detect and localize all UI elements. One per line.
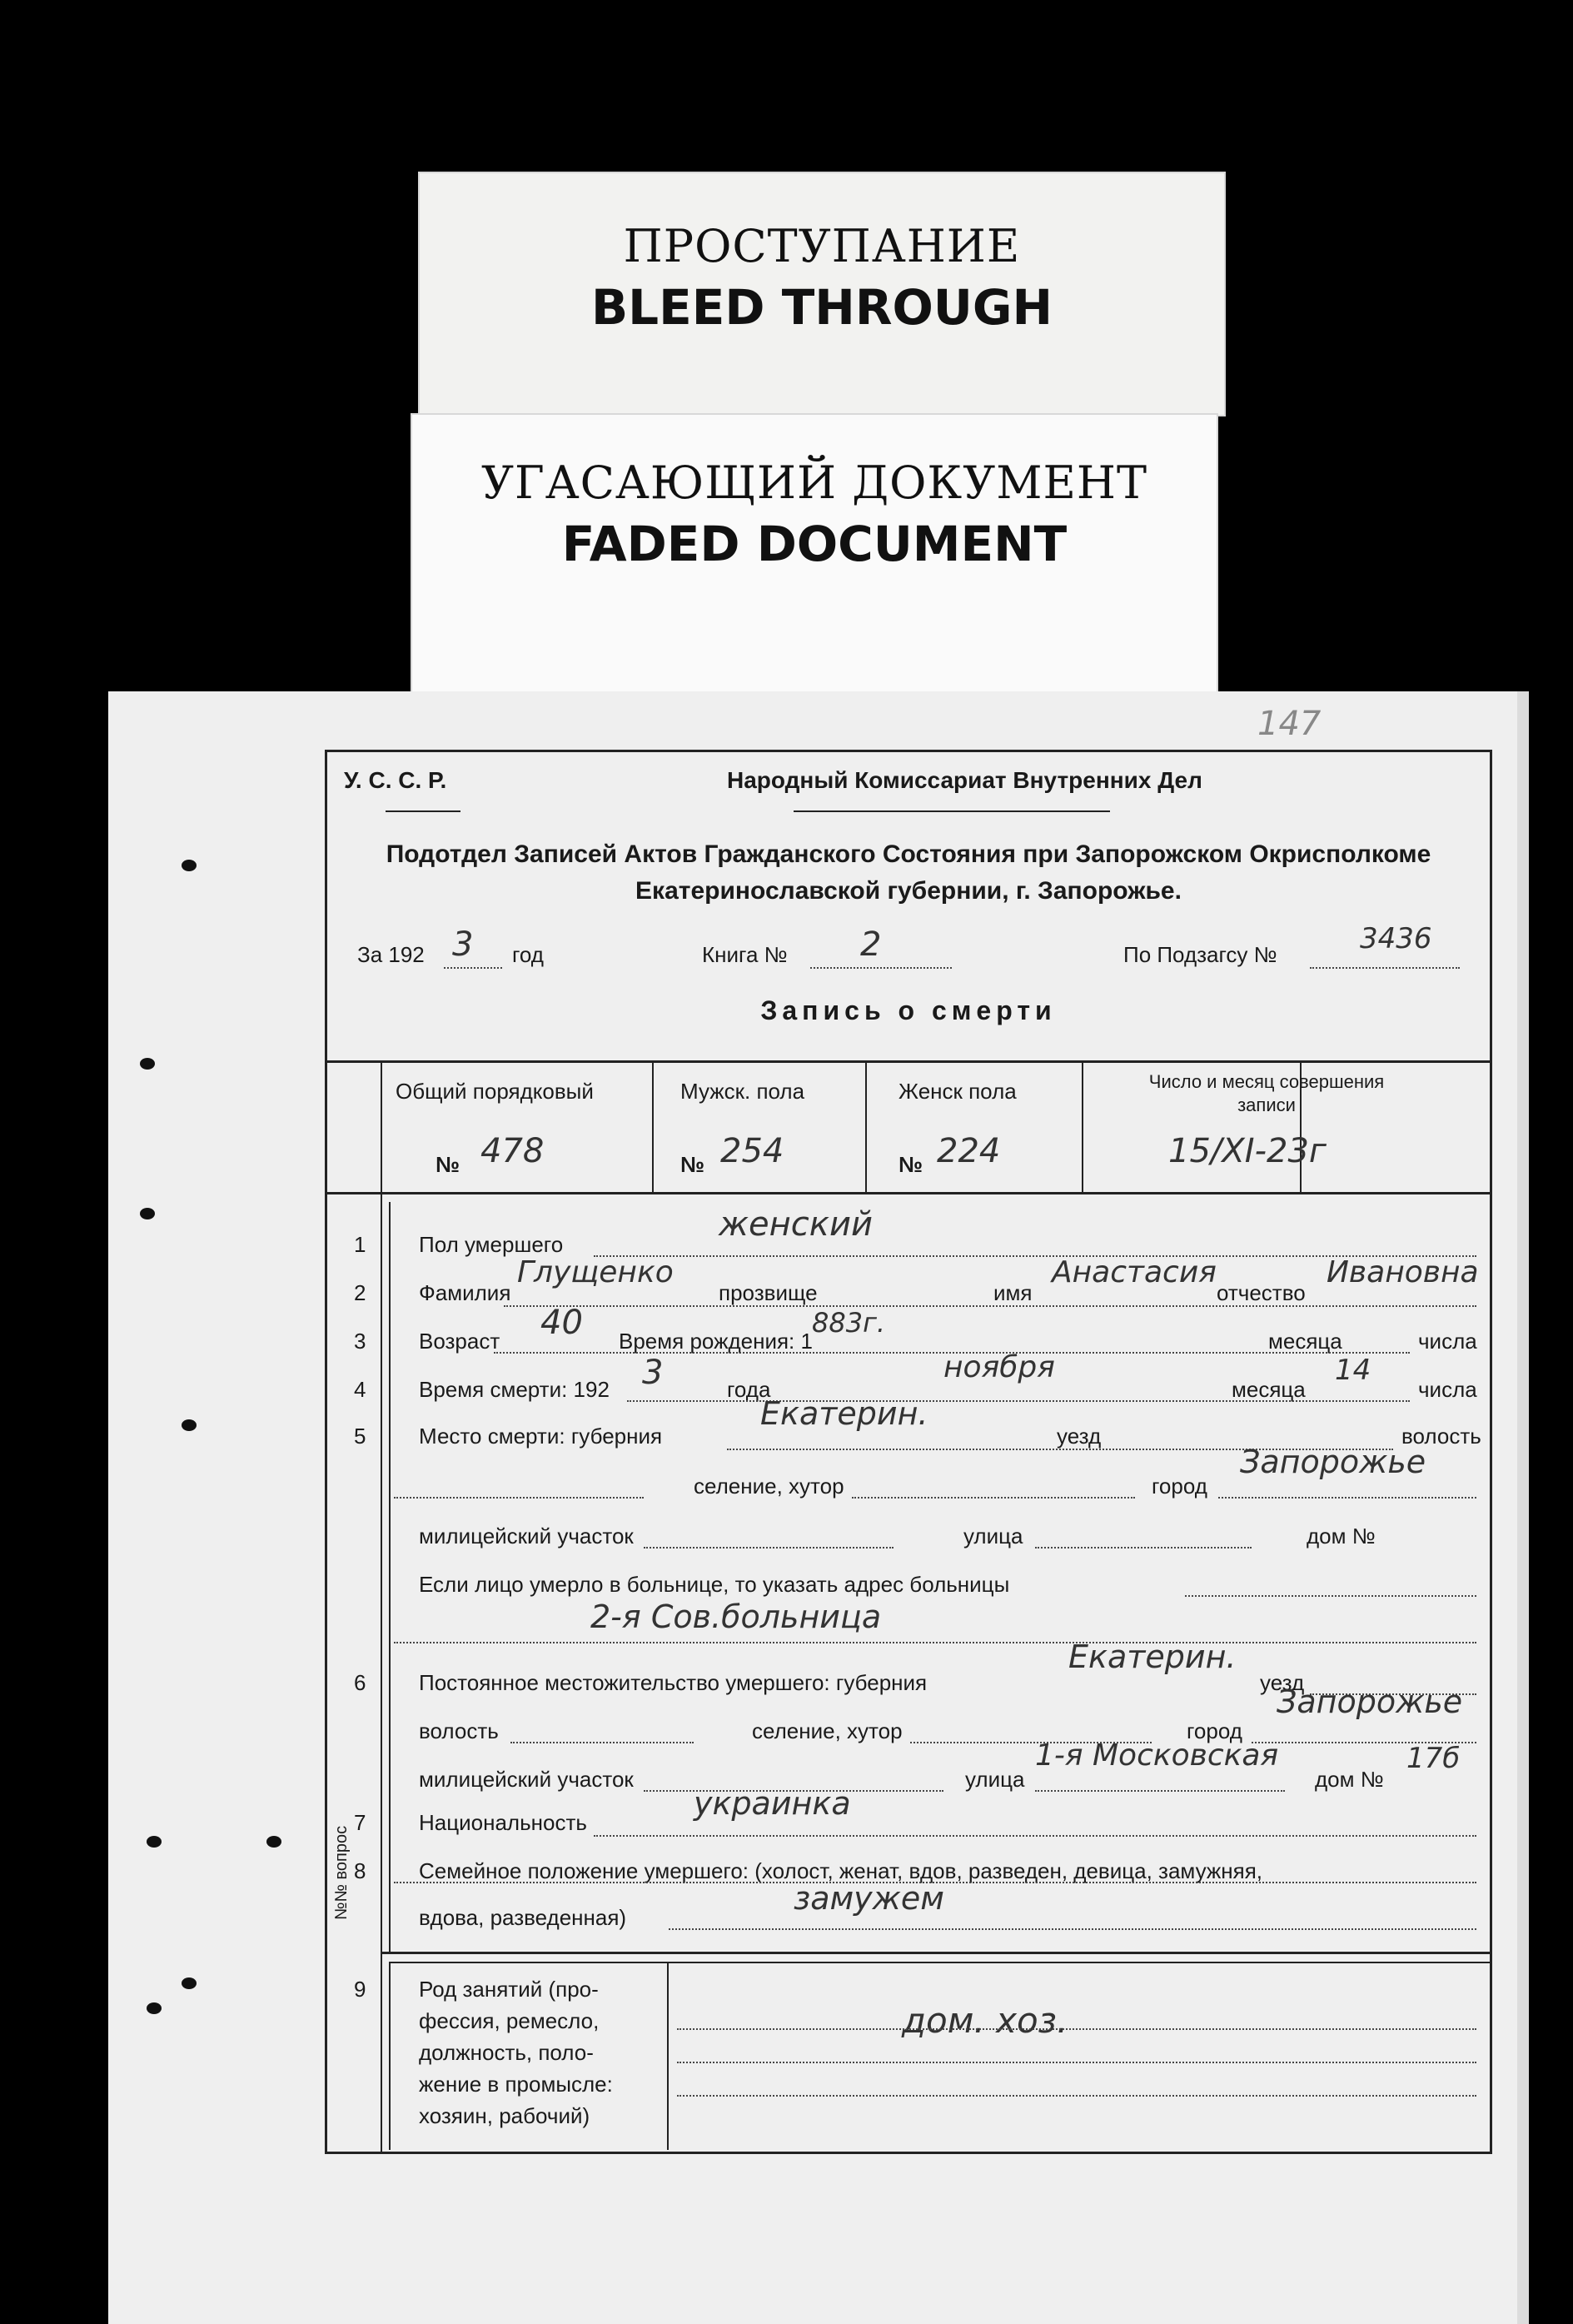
- question-number-header: №№ вопрос: [332, 1825, 351, 1920]
- q8-label2: вдова, разведенная): [419, 1905, 627, 1930]
- punch-hole: [147, 2002, 162, 2014]
- q5-street-label: улица: [963, 1524, 1023, 1549]
- q6-label: Постоянное местожительство умершего: губерния: [419, 1670, 928, 1695]
- q9-line4: жение в промысле:: [419, 2072, 613, 2097]
- q6-street-value: 1-я Московская: [1035, 1738, 1279, 1773]
- q6-militia-label: милицейский участок: [419, 1767, 634, 1792]
- q5-label: Место смерти: губерния: [419, 1424, 663, 1449]
- male-no: №: [680, 1152, 704, 1177]
- q5-hospital-value: 2-я Сов.больница: [590, 1598, 882, 1635]
- q4-year-label: года: [727, 1377, 771, 1402]
- row-number: 3: [354, 1329, 366, 1354]
- col-female: Женск пола: [899, 1079, 1017, 1104]
- corner-number: 147: [1257, 705, 1322, 743]
- q6-volost-label: волость: [419, 1718, 499, 1743]
- q3-day-label: числа: [1418, 1329, 1477, 1354]
- book-label: Книга №: [702, 942, 788, 967]
- q1-value: женский: [719, 1205, 873, 1244]
- q2-surname-label: Фамилия: [419, 1280, 511, 1305]
- subdepartment-line1: Подотдел Записей Актов Гражданского Состояния при Запорожском Окрисполкоме: [386, 840, 1431, 868]
- record-date-value: 15/XI-23г: [1168, 1132, 1327, 1170]
- punch-hole: [182, 860, 197, 871]
- record-title: Запись о смерти: [760, 995, 1057, 1025]
- faded-document-en: FADED DOCUMENT: [561, 516, 1068, 572]
- male-value: 254: [720, 1132, 784, 1170]
- q6-house-value: 17б: [1406, 1742, 1461, 1775]
- commissariat-title: Народный Комиссариат Внутренних Дел: [727, 767, 1202, 793]
- q9-line5: хозяин, рабочий): [419, 2103, 590, 2128]
- q7-value: украинка: [694, 1785, 851, 1822]
- q4-year-value: 3: [642, 1354, 664, 1392]
- q2-patronymic-label: отчество: [1217, 1280, 1306, 1305]
- q5-gub-value: Екатерин.: [760, 1395, 928, 1432]
- row-number: 1: [354, 1232, 366, 1257]
- faded-document-card: [411, 413, 1218, 700]
- subdepartment-line2: Екатеринославской губернии, г. Запорожье.: [635, 877, 1182, 905]
- q2-surname-value: Глущенко: [517, 1255, 674, 1289]
- row-number: 7: [354, 1810, 366, 1835]
- q4-month-value: ноября: [943, 1350, 1055, 1384]
- death-record-form: [325, 750, 1492, 2154]
- bleed-through-en: BLEED THROUGH: [590, 279, 1053, 336]
- row-number: 9: [354, 1977, 366, 2002]
- q5-village-label: селение, хутор: [694, 1474, 844, 1499]
- book-value: 2: [860, 925, 882, 964]
- q3-birth-label: Время рождения: 1: [619, 1329, 813, 1354]
- year-suffix: год: [512, 942, 544, 967]
- year-value: 3: [452, 925, 474, 964]
- q6-gub-value: Екатерин.: [1068, 1638, 1237, 1675]
- general-value: 478: [480, 1132, 545, 1170]
- q4-label: Время смерти: 192: [419, 1377, 610, 1402]
- q2-name-label: имя: [993, 1280, 1033, 1305]
- punch-hole: [147, 1836, 162, 1848]
- ussr-label: У. С. С. Р.: [344, 767, 447, 793]
- female-value: 224: [937, 1132, 1001, 1170]
- q5-uezd-label: уезд: [1057, 1424, 1102, 1449]
- q6-street-label: улица: [965, 1767, 1025, 1792]
- q9-line2: фессия, ремесло,: [419, 2008, 600, 2033]
- subregistry-label: По Подзагсу №: [1123, 942, 1277, 967]
- q8-label: Семейное положение умершего: (холост, женат, вдов, разведен, девица, замужняя,: [419, 1858, 1263, 1883]
- row-number: 4: [354, 1377, 366, 1402]
- faded-document-ru: УГАСАЮЩИЙ ДОКУМЕНТ: [480, 456, 1148, 509]
- q6-city-value: Запорожье: [1277, 1683, 1463, 1720]
- row-number: 6: [354, 1670, 366, 1695]
- q3-birth-value: 883г.: [812, 1307, 886, 1339]
- q5-volost-label: волость: [1401, 1424, 1481, 1449]
- q4-month-label: месяца: [1232, 1377, 1306, 1402]
- q6-uezd-label: уезд: [1260, 1670, 1305, 1695]
- col-general: Общий порядковый: [396, 1079, 594, 1104]
- bleed-through-ru: ПРОСТУПАНИЕ: [623, 220, 1021, 272]
- q9-value: дом. хоз.: [902, 2000, 1068, 2041]
- punch-hole: [266, 1836, 281, 1848]
- punch-hole: [140, 1208, 155, 1219]
- row-number: 5: [354, 1424, 366, 1449]
- punch-hole: [182, 1977, 197, 1989]
- q2-patronymic-value: Ивановна: [1327, 1255, 1479, 1289]
- row-number: 2: [354, 1280, 366, 1305]
- q6-city-label: город: [1187, 1718, 1242, 1743]
- q9-line1: Род занятий (про-: [419, 1977, 599, 2002]
- col-date: Число и месяц совершения записи: [1148, 1071, 1385, 1115]
- q5-house-label: дом №: [1307, 1524, 1376, 1549]
- q7-label: Национальность: [419, 1810, 587, 1835]
- q3-month-label: месяца: [1268, 1329, 1342, 1354]
- q5-city-value: Запорожье: [1240, 1444, 1426, 1480]
- female-no: №: [899, 1152, 923, 1177]
- subregistry-value: 3436: [1360, 922, 1432, 955]
- q5-militia-label: милицейский участок: [419, 1524, 634, 1549]
- q8-value: замужем: [794, 1880, 944, 1917]
- punch-hole: [140, 1058, 155, 1070]
- general-no: №: [436, 1152, 460, 1177]
- q3-age-label: Возраст: [419, 1329, 500, 1354]
- q3-age-value: 40: [540, 1304, 583, 1342]
- bleed-through-card: [418, 172, 1226, 416]
- col-male: Мужск. пола: [680, 1079, 805, 1104]
- year-label: За 192: [357, 942, 425, 967]
- punch-hole: [182, 1419, 197, 1431]
- q6-house-label: дом №: [1315, 1767, 1384, 1792]
- q1-label: Пол умершего: [419, 1232, 564, 1257]
- q9-line3: должность, поло-: [419, 2040, 594, 2065]
- q5-city-label: город: [1152, 1474, 1207, 1499]
- q5-hospital-label: Если лицо умерло в больнице, то указать адрес больницы: [419, 1572, 1010, 1597]
- q6-village-label: селение, хутор: [752, 1718, 903, 1743]
- q4-day-value: 14: [1335, 1354, 1371, 1387]
- q4-day-label: числа: [1418, 1377, 1477, 1402]
- paper-edge: [1517, 691, 1529, 2324]
- row-number: 8: [354, 1858, 366, 1883]
- q2-nick-label: прозвище: [719, 1280, 818, 1305]
- q2-name-value: Анастасия: [1052, 1255, 1217, 1289]
